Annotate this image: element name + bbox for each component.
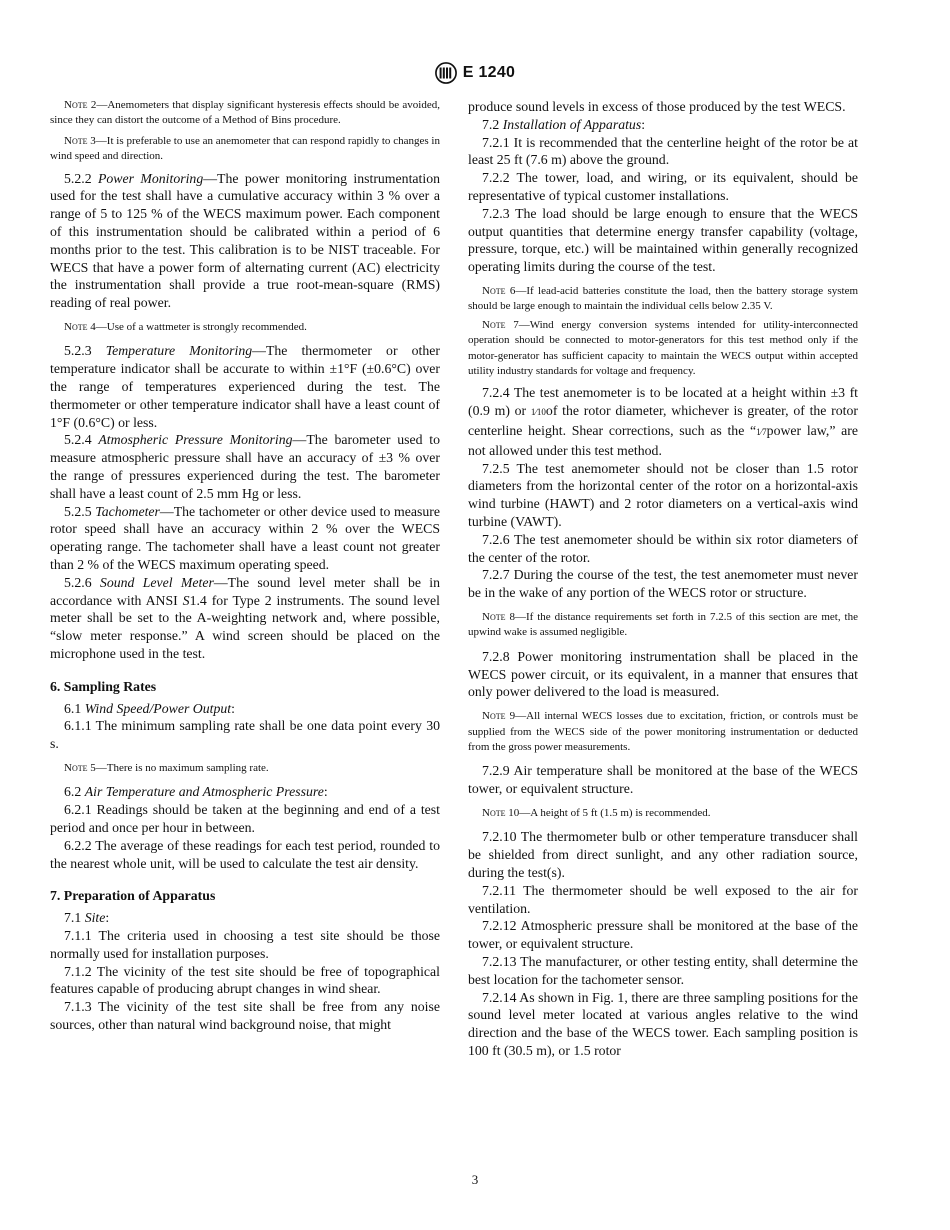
astm-logo-icon bbox=[435, 62, 457, 84]
section-5-2-6: 5.2.6 Sound Level Meter—The sound level meter shall be in accordance with ANSI S1.4 for Type 2 instruments. The sound level meter shall be set to the A-weighting network and, where possible, “slow meter response.” A wind screen should be placed on the microphone used in the test. bbox=[50, 574, 441, 661]
section-6-2-1: 6.2.1 Readings should be taken at the beginning and end of a test period and once per hour in between. bbox=[50, 802, 440, 835]
section-5-2-3: 5.2.3 Temperature Monitoring—The thermometer or other temperature indicator shall be accurate to within ±1°F (±0.6°C) over the range of temperatures experienced during the test. The thermometer or other temperature indicator shall have a least count of 1°F (0.6°C) or less. bbox=[50, 343, 440, 430]
section-6-1-1: 6.1.1 The minimum sampling rate shall be one data point every 30 s. bbox=[50, 718, 440, 752]
section-7-2-5: 7.2.5 The test anemometer should not be closer than 1.5 rotor diameters from the horizontal center of the rotor on a horizontal-axis wind turbine (HAWT) and 2 rotor diameters on a vertical-axis wind turbine (VAWT). bbox=[468, 460, 858, 529]
page-number: 3 bbox=[471, 1172, 479, 1187]
standard-designation: E 1240 bbox=[462, 64, 516, 81]
section-5-2-5: 5.2.5 Tachometer—The tachometer or other device used to measure rotor speed shall have an accuracy within 2 % over the WECS operating range. The tachometer shall have a least count not greater than 2 % of the WECS maximum operating speed. bbox=[50, 503, 440, 572]
section-7-1: 7.1 Site: bbox=[64, 910, 110, 926]
section-6-1: 6.1 Wind Speed/Power Output: bbox=[64, 700, 235, 716]
section-7-1-2: 7.1.2 The vicinity of the test site should be free of topographical features capable of producing abrupt changes in wind shear. bbox=[50, 963, 440, 997]
section-5-2-2: 5.2.2 Power Monitoring—The power monitoring instrumentation used for the test shall have a cumulative accuracy within 3 % over a range of 5 to 125 % of the WECS maximum power. Each component of this instrumentation should be calibrated within a period of 6 months prior to the test. This calibration is to be NIST traceable. For WECS that have a power form of alternating current (AC) electricity the instrumentation shall provide a true root-mean-square (RMS) reading of real power. bbox=[50, 170, 440, 311]
page-header bbox=[0, 62, 950, 84]
continued-text: produce sound levels in excess of those produced by the test WECS. bbox=[468, 99, 846, 114]
note-5: Note 5—There is no maximum sampling rate. bbox=[64, 761, 269, 774]
heading-preparation-of-apparatus: 7. Preparation of Apparatus bbox=[50, 888, 216, 904]
section-7-1-3: 7.1.3 The vicinity of the test site shall be free from any noise sources, other than natural wind background noise, that might bbox=[50, 999, 440, 1032]
section-7-2-8: 7.2.8 Power monitoring instrumentation shall be placed in the WECS power circuit, or its equivalent, in a manner that ensures that only power delivered to the load is measured. bbox=[468, 648, 858, 700]
section-7-2-12: 7.2.12 Atmospheric pressure shall be monitored at the base of the tower, or equivalent structure. bbox=[468, 918, 858, 952]
note-10: Note 10—A height of 5 ft (1.5 m) is recommended. bbox=[482, 806, 711, 819]
section-7-2-3: 7.2.3 The load should be large enough to ensure that the WECS output quantities that determine energy transfer capability (voltage, pressure, torque, etc.) will be maintained within generally recognized operating limits during the course of the test. bbox=[468, 205, 858, 275]
note-2: Note 2—Anemometers that display significant hysteresis effects should be avoided, since they can distort the outcome of a Method of Bins procedure. bbox=[50, 99, 440, 127]
section-7-2-9: 7.2.9 Air temperature shall be monitored at the base of the WECS tower, or equivalent structure. bbox=[468, 763, 858, 797]
section-7-2: 7.2 Installation of Apparatus: bbox=[482, 116, 646, 132]
section-7-1-1: 7.1.1 The criteria used in choosing a test site should be those normally used for installation purposes. bbox=[50, 927, 440, 961]
section-5-2-4: 5.2.4 Atmospheric Pressure Monitoring—The barometer used to measure atmospheric pressure shall have an accuracy of ±3 % over the range of pressures experienced during the test. The barometer shall have a least count of 2.5 mm Hg or less. bbox=[50, 432, 440, 501]
note-4: Note 4—Use of a wattmeter is strongly recommended. bbox=[64, 321, 307, 333]
note-3: Note 3—It is preferable to use an anemometer that can respond rapidly to changes in wind speed and direction. bbox=[50, 134, 440, 163]
section-6-2: 6.2 Air Temperature and Atmospheric Pressure: bbox=[64, 784, 328, 800]
section-6-2-2: 6.2.2 The average of these readings for each test period, rounded to the nearest whole unit, will be used to calculate the test air density. bbox=[50, 837, 440, 871]
note-7: Note 7—Wind energy conversion systems intended for utility-interconnected operation should be connected to motor-generators for this test method only if the motor-generator has sufficient capacity to maintain the WECS output within accepted utility industry standards for voltage and frequency. bbox=[468, 318, 859, 377]
section-7-2-11: 7.2.11 The thermometer should be well exposed to the air for ventilation. bbox=[468, 882, 858, 916]
section-7-2-14: 7.2.14 As shown in Fig. 1, there are three sampling positions for the sound level meter located at various angles relative to the wind direction and the base of the WECS tower. Each sampling position is 100 ft (30.5 m), or 1.5 rotor bbox=[468, 989, 858, 1058]
section-7-2-10: 7.2.10 The thermometer bulb or other temperature transducer shall be shielded from direct sunlight, and any other radiation source, during the test(s). bbox=[468, 829, 858, 880]
section-7-2-6: 7.2.6 The test anemometer should be within six rotor diameters of the center of the rotor. bbox=[468, 531, 858, 565]
section-7-2-2: 7.2.2 The tower, load, and wiring, or its equivalent, should be representative of typical customer installations. bbox=[468, 170, 858, 203]
note-9: Note 9—All internal WECS losses due to excitation, friction, or controls must be supplied from the WECS side of the power monitoring instrumentation or deducted from the gross power measurements. bbox=[468, 710, 858, 753]
section-7-2-4: 7.2.4 The test anemometer is to be located at a height within ±3 ft (0.9 m) or 1⁄10of the rotor diameter, whichever is greater, of the rotor centerline height. Shear corrections, such as the “1⁄7power law,” are not allowed under this test method. bbox=[468, 385, 858, 458]
section-7-2-1: 7.2.1 It is recommended that the centerline height of the rotor be at least 25 ft (7.6 m) above the ground. bbox=[468, 134, 858, 168]
left-column bbox=[50, 98, 440, 1034]
section-7-2-13: 7.2.13 The manufacturer, or other testing entity, shall determine the best location for the tachometer sensor. bbox=[468, 953, 858, 987]
note-8: Note 8—If the distance requirements set forth in 7.2.5 of this section are met, the upwind wake is assumed negligible. bbox=[468, 610, 858, 639]
right-column bbox=[468, 98, 858, 1060]
note-6: Note 6—If lead-acid batteries constitute the load, then the battery storage system should be large enough to maintain the individual cells below 2.35 V. bbox=[468, 284, 859, 313]
heading-sampling-rates: 6. Sampling Rates bbox=[50, 678, 157, 694]
section-7-2-7: 7.2.7 During the course of the test, the test anemometer must never be in the wake of any portion of the WECS rotor or structure. bbox=[468, 567, 858, 601]
